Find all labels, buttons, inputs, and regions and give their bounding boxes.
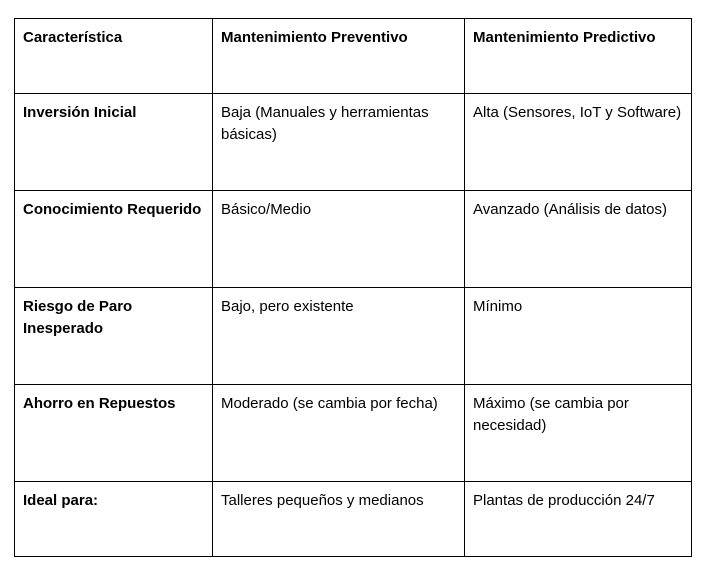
- table-cell: Mínimo: [465, 288, 692, 385]
- table-row: [15, 94, 692, 191]
- row-label: Ideal para:: [15, 482, 213, 557]
- table-row: [15, 385, 692, 482]
- table-cell: Avanzado (Análisis de datos): [465, 191, 692, 288]
- table-row: [15, 191, 692, 288]
- table-cell: Talleres pequeños y medianos: [213, 482, 465, 557]
- row-label: Ahorro en Repuestos: [15, 385, 213, 482]
- header-mantenimiento-predictivo: Mantenimiento Predictivo: [465, 19, 692, 94]
- table-cell: Alta (Sensores, IoT y Software): [465, 94, 692, 191]
- row-label: Riesgo de Paro Inesperado: [15, 288, 213, 385]
- table-row: [15, 482, 692, 557]
- table-cell: Plantas de producción 24/7: [465, 482, 692, 557]
- header-mantenimiento-preventivo: Mantenimiento Preventivo: [213, 19, 465, 94]
- table-cell: Básico/Medio: [213, 191, 465, 288]
- comparison-table: [14, 18, 692, 557]
- row-label: Inversión Inicial: [15, 94, 213, 191]
- table-cell: Baja (Manuales y herramientas básicas): [213, 94, 465, 191]
- table-cell: Máximo (se cambia por necesidad): [465, 385, 692, 482]
- header-caracteristica: Característica: [15, 19, 213, 94]
- row-label: Conocimiento Requerido: [15, 191, 213, 288]
- table-cell: Bajo, pero existente: [213, 288, 465, 385]
- table-header-row: [15, 19, 692, 94]
- table-row: [15, 288, 692, 385]
- table-cell: Moderado (se cambia por fecha): [213, 385, 465, 482]
